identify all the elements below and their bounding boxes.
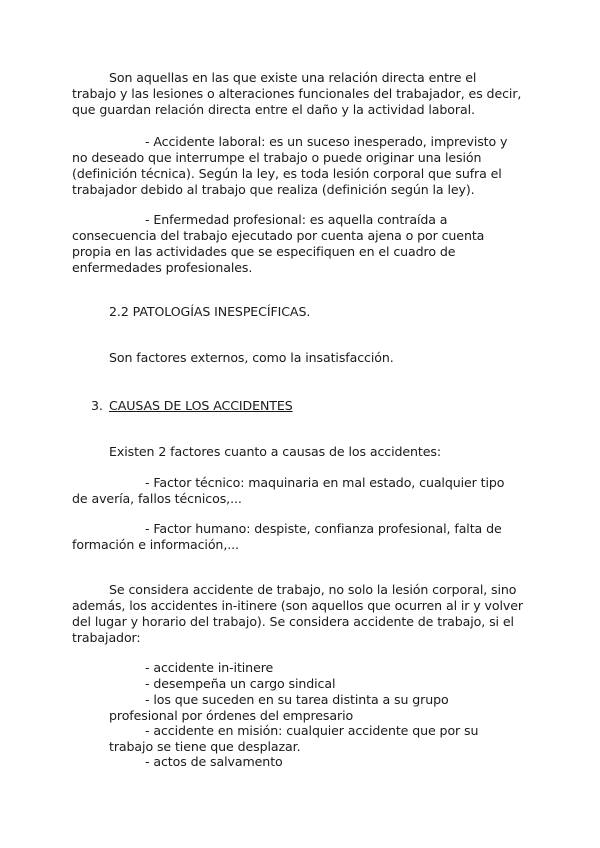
accidente-laboral-line-2: no deseado que interrumpe el trabajo o puede originar una lesión	[72, 150, 482, 165]
enfermedad-line-2: consecuencia del trabajo ejecutado por cuenta ajena o por cuenta	[72, 228, 485, 243]
factor-humano-line-2: formación e información,...	[72, 537, 239, 552]
intro-line-2: trabajo y las lesiones o alteraciones funcionales del trabajador, es decir,	[72, 86, 522, 101]
accidente-trabajo-line-1: Se considera accidente de trabajo, no solo la lesión corporal, sino	[109, 582, 517, 597]
list-item: - desempeña un cargo sindical	[145, 676, 336, 691]
accidente-trabajo-line-2: además, los accidentes in-itinere (son aquellos que ocurren al ir y volver	[72, 598, 523, 613]
enfermedad-line-1: - Enfermedad profesional: es aquella contraída a	[145, 212, 448, 227]
section-2-2-text: Son factores externos, como la insatisfacción.	[109, 350, 394, 365]
list-item: - los que suceden en su tarea distinta a su grupo	[145, 692, 449, 707]
list-item: - accidente en misión: cualquier accidente que por su	[145, 723, 479, 738]
accidente-laboral-line-3: (definición técnica). Según la ley, es toda lesión corporal que sufra el	[72, 166, 502, 181]
intro-line-1: Son aquellas en las que existe una relación directa entre el	[109, 70, 477, 85]
enfermedad-line-4: enfermedades profesionales.	[72, 260, 253, 275]
enfermedad-line-3: propia en las actividades que se especifiquen en el cuadro de	[72, 244, 456, 259]
section-3-number: 3.	[91, 398, 103, 413]
section-3-title: CAUSAS DE LOS ACCIDENTES	[109, 398, 293, 413]
list-item: - accidente in-itinere	[145, 660, 274, 675]
list-item-continuation: trabajo se tiene que desplazar.	[109, 739, 301, 754]
causas-intro: Existen 2 factores cuanto a causas de los accidentes:	[109, 444, 442, 459]
factor-tecnico-line-1: - Factor técnico: maquinaria en mal estado, cualquier tipo	[145, 475, 505, 490]
accidente-laboral-line-4: trabajador debido al trabajo que realiza (definición según la ley).	[72, 182, 475, 197]
accidente-laboral-line-1: - Accidente laboral: es un suceso inesperado, imprevisto y	[145, 134, 508, 149]
list-item: - actos de salvamento	[145, 754, 283, 769]
factor-humano-line-1: - Factor humano: despiste, confianza profesional, falta de	[145, 521, 502, 536]
accidente-trabajo-line-4: trabajador:	[72, 630, 141, 645]
intro-line-3: que guardan relación directa entre el daño y la actividad laboral.	[72, 102, 475, 117]
section-2-2-title: 2.2 PATOLOGÍAS INESPECÍFICAS.	[109, 304, 311, 319]
list-item-continuation: profesional por órdenes del empresario	[109, 708, 354, 723]
factor-tecnico-line-2: de avería, fallos técnicos,...	[72, 491, 242, 506]
accidente-trabajo-line-3: del lugar y horario del trabajo). Se considera accidente de trabajo, si el	[72, 614, 514, 629]
